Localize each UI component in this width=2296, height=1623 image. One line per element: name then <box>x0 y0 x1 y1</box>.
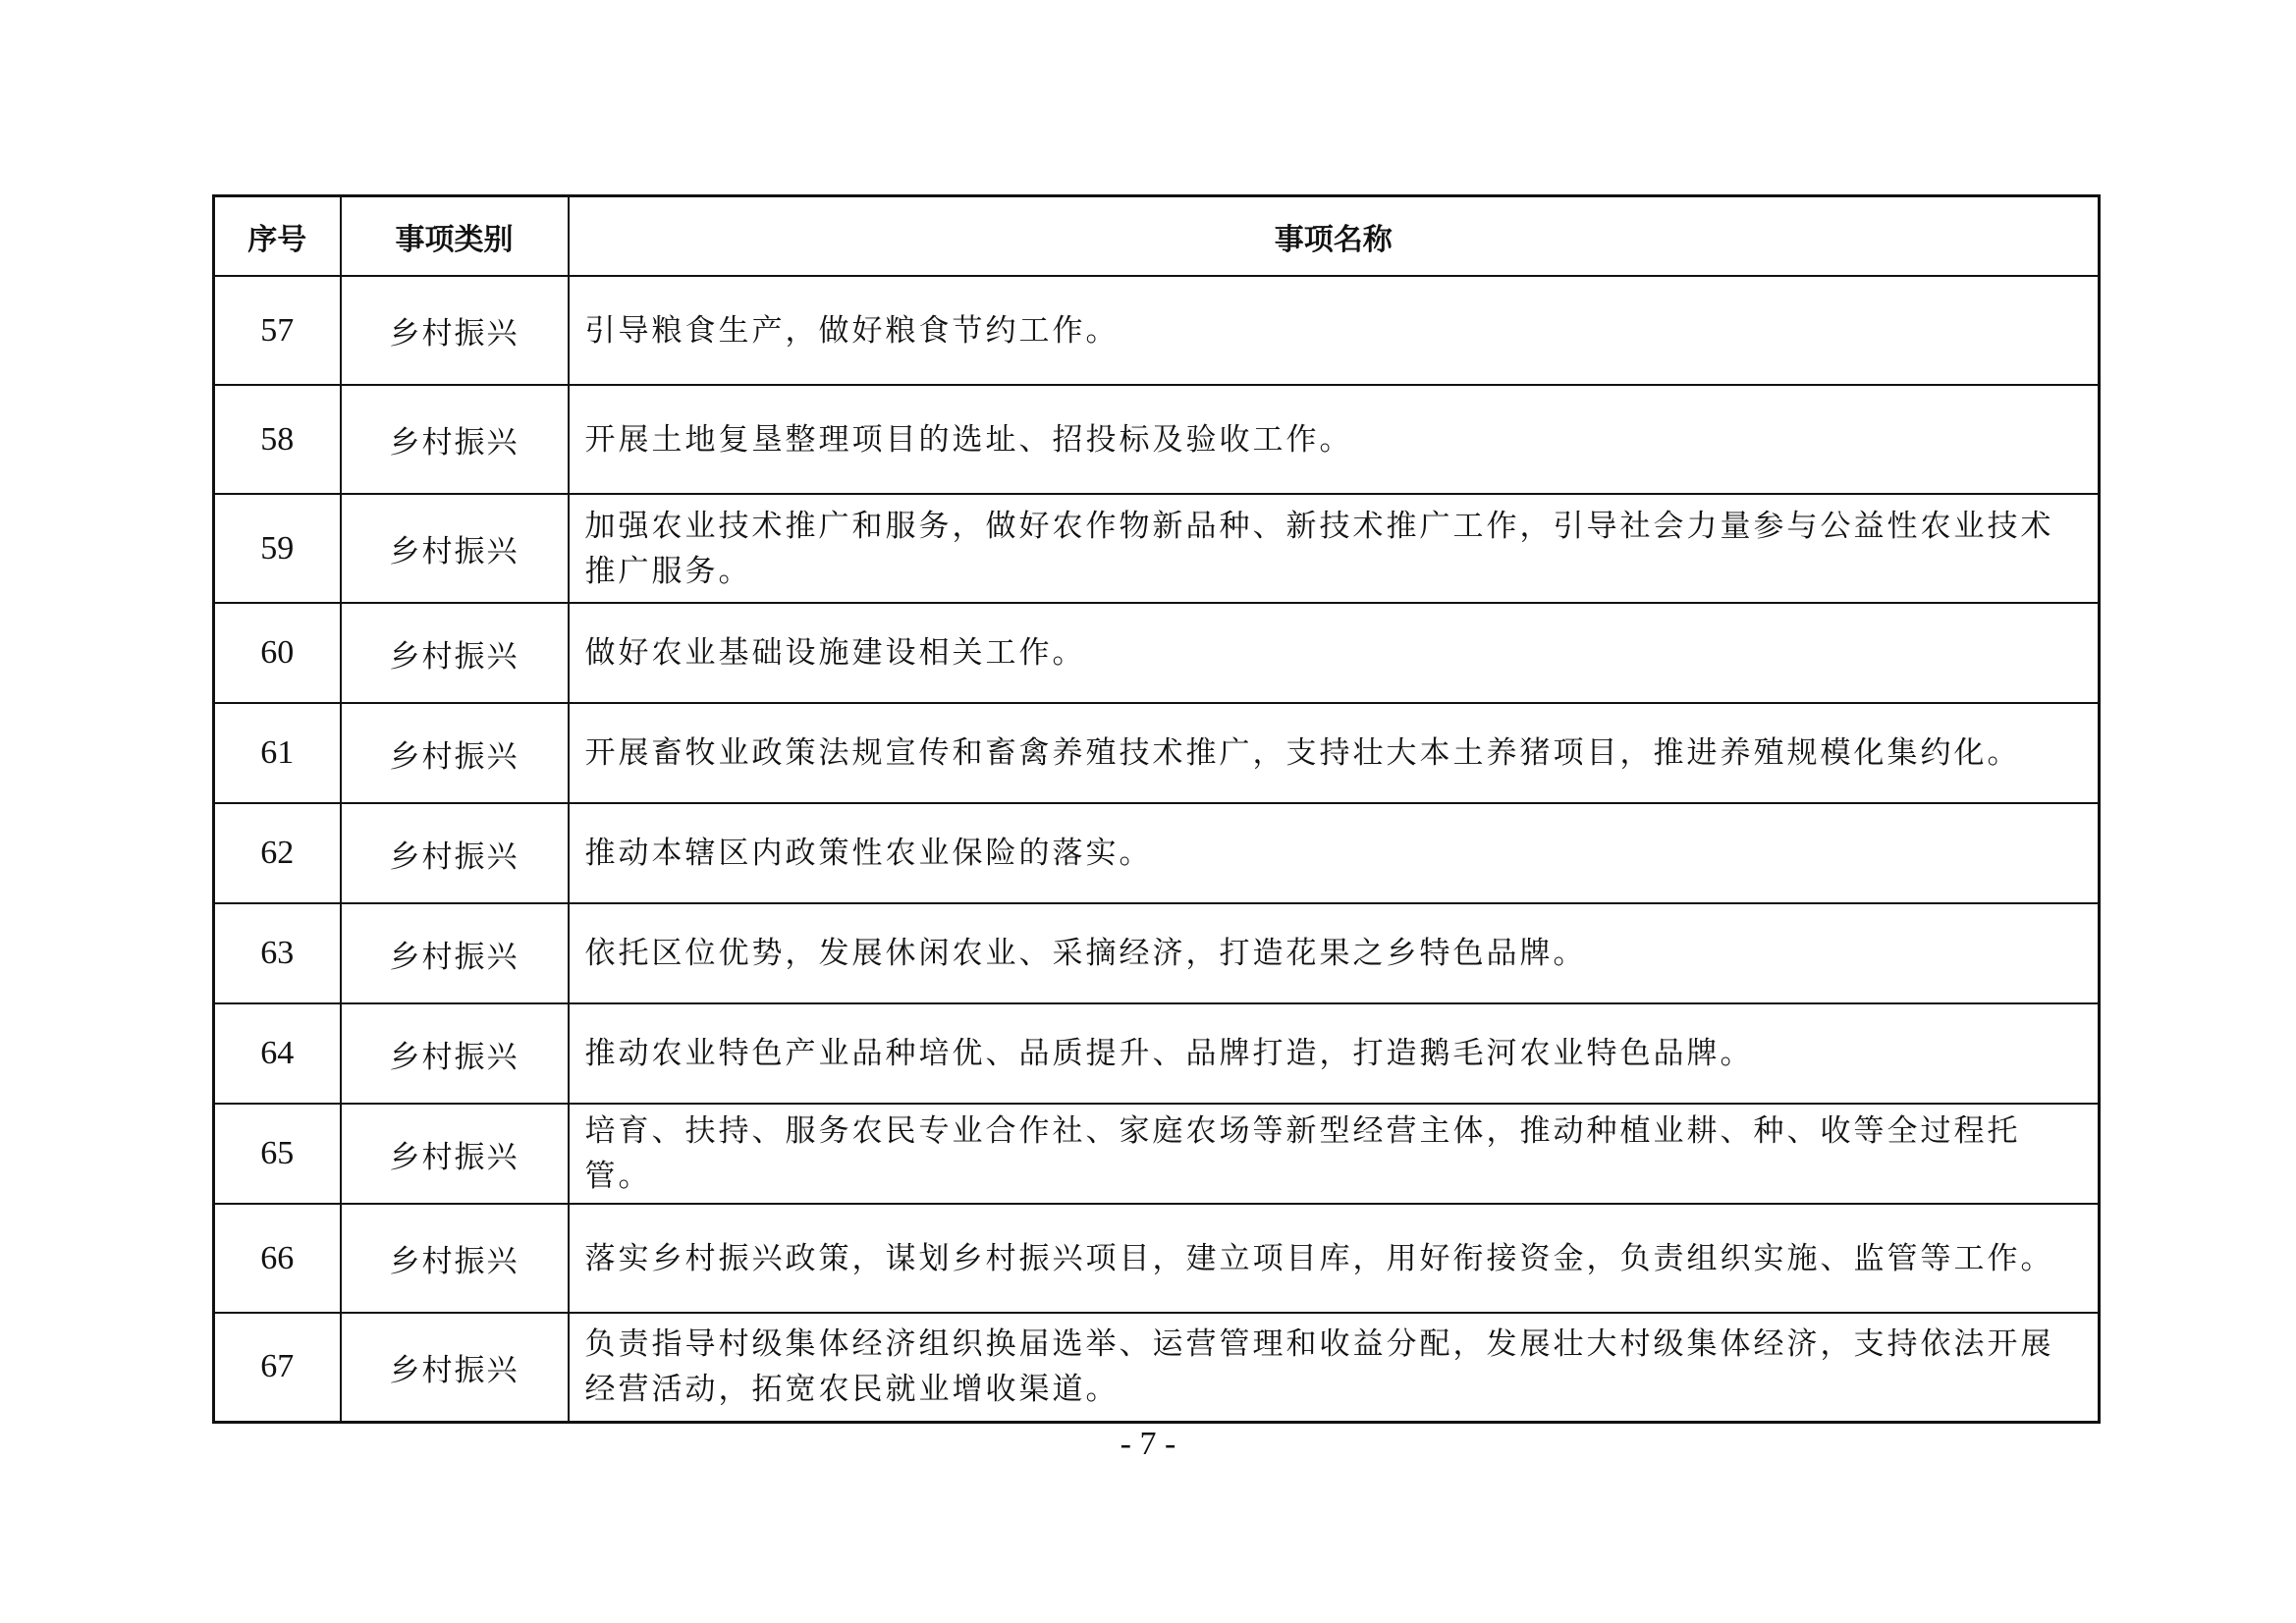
row-category: 乡村振兴 <box>341 803 569 903</box>
row-item-name: 开展土地复垦整理项目的选址、招投标及验收工作。 <box>569 385 2100 494</box>
row-category: 乡村振兴 <box>341 385 569 494</box>
row-category: 乡村振兴 <box>341 1313 569 1422</box>
row-category: 乡村振兴 <box>341 1003 569 1104</box>
row-serial-number: 62 <box>214 803 341 903</box>
row-category: 乡村振兴 <box>341 1204 569 1313</box>
row-serial-number: 64 <box>214 1003 341 1104</box>
table-row <box>214 1204 2100 1313</box>
table-row <box>214 1104 2100 1204</box>
row-category: 乡村振兴 <box>341 903 569 1003</box>
row-item-name: 落实乡村振兴政策，谋划乡村振兴项目，建立项目库，用好衔接资金，负责组织实施、监管等工作。 <box>569 1204 2100 1313</box>
row-item-name: 依托区位优势，发展休闲农业、采摘经济，打造花果之乡特色品牌。 <box>569 903 2100 1003</box>
row-item-name: 推动农业特色产业品种培优、品质提升、品牌打造，打造鹅毛河农业特色品牌。 <box>569 1003 2100 1104</box>
row-category: 乡村振兴 <box>341 1104 569 1204</box>
page-number: - 7 - <box>1120 1426 1176 1462</box>
header-item-name: 事项名称 <box>569 196 2100 277</box>
table-row <box>214 803 2100 903</box>
row-category: 乡村振兴 <box>341 603 569 703</box>
row-item-name: 开展畜牧业政策法规宣传和畜禽养殖技术推广，支持壮大本土养猪项目，推进养殖规模化集约化。 <box>569 703 2100 803</box>
document-table-container <box>212 194 2098 1424</box>
row-serial-number: 57 <box>214 276 341 385</box>
row-serial-number: 65 <box>214 1104 341 1204</box>
table-row <box>214 1313 2100 1422</box>
row-serial-number: 60 <box>214 603 341 703</box>
table-row <box>214 903 2100 1003</box>
row-item-name: 培育、扶持、服务农民专业合作社、家庭农场等新型经营主体，推动种植业耕、种、收等全过程托管。 <box>569 1104 2100 1204</box>
row-serial-number: 59 <box>214 494 341 603</box>
row-item-name: 引导粮食生产，做好粮食节约工作。 <box>569 276 2100 385</box>
table-row <box>214 703 2100 803</box>
row-item-name: 加强农业技术推广和服务，做好农作物新品种、新技术推广工作，引导社会力量参与公益性农业技术推广服务。 <box>569 494 2100 603</box>
table-row <box>214 1003 2100 1104</box>
table-header-row <box>214 196 2100 277</box>
row-serial-number: 58 <box>214 385 341 494</box>
table-row <box>214 276 2100 385</box>
row-item-name: 推动本辖区内政策性农业保险的落实。 <box>569 803 2100 903</box>
header-category: 事项类别 <box>341 196 569 277</box>
row-item-name: 负责指导村级集体经济组织换届选举、运营管理和收益分配，发展壮大村级集体经济，支持依法开展经营活动，拓宽农民就业增收渠道。 <box>569 1313 2100 1422</box>
row-category: 乡村振兴 <box>341 276 569 385</box>
table-row <box>214 603 2100 703</box>
table-row <box>214 494 2100 603</box>
row-category: 乡村振兴 <box>341 703 569 803</box>
row-item-name: 做好农业基础设施建设相关工作。 <box>569 603 2100 703</box>
row-serial-number: 63 <box>214 903 341 1003</box>
header-serial-number: 序号 <box>214 196 341 277</box>
row-category: 乡村振兴 <box>341 494 569 603</box>
row-serial-number: 67 <box>214 1313 341 1422</box>
row-serial-number: 66 <box>214 1204 341 1313</box>
row-serial-number: 61 <box>214 703 341 803</box>
table-row <box>214 385 2100 494</box>
items-table <box>212 194 2101 1424</box>
